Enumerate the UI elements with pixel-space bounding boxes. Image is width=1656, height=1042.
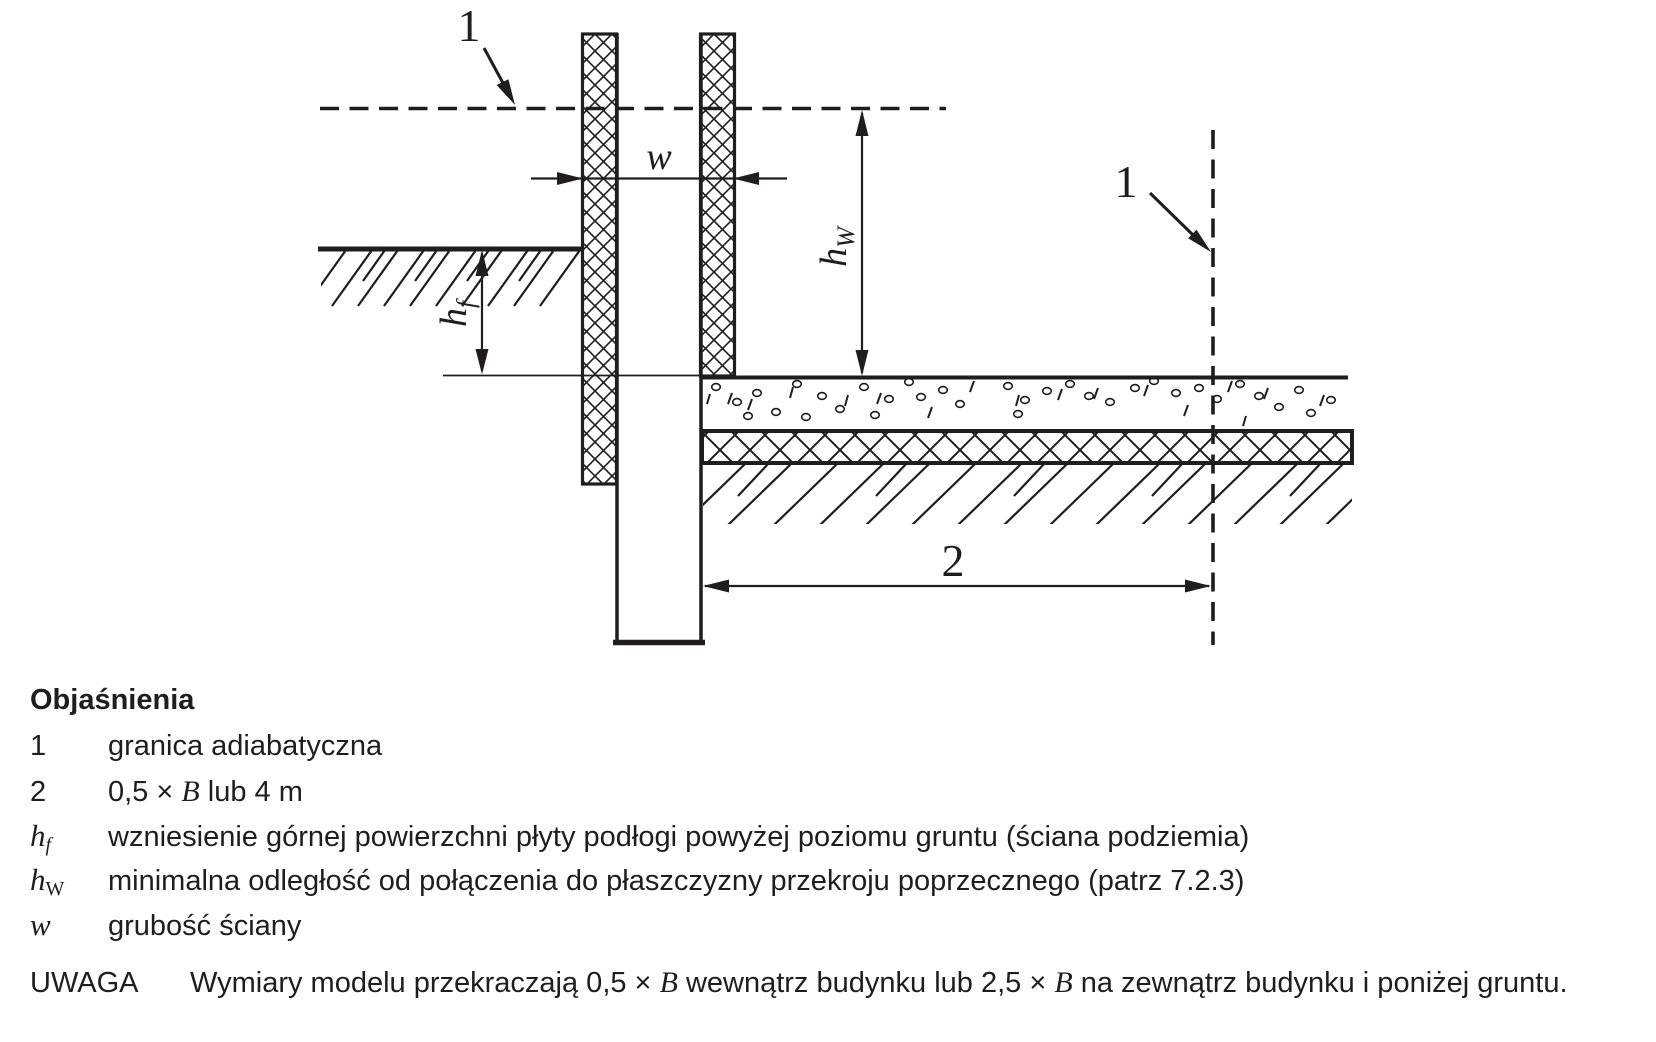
variable-B: B	[181, 775, 200, 808]
dim-hw-label: $h_W$	[813, 227, 860, 267]
legend-title: Objaśnienia	[30, 684, 195, 716]
legend-term: 1	[30, 730, 47, 762]
legend-item-hw	[30, 863, 1244, 906]
dim-w-label: w	[646, 136, 672, 178]
legend-text: grubość ściany	[108, 910, 302, 942]
wall-outer-layer	[583, 34, 617, 484]
dimension-hf	[433, 250, 489, 375]
note-line	[30, 966, 1568, 1000]
legend-text: granica adiabatyczna	[108, 730, 383, 762]
callout-1-right	[1115, 156, 1212, 252]
ground-hatch-below-floor	[681, 464, 1389, 526]
note-label: UWAGA	[30, 967, 139, 999]
dimension-w	[531, 136, 787, 185]
arrowhead-icon	[856, 350, 869, 376]
arrowhead-icon	[856, 110, 869, 136]
arrowhead-icon	[1185, 580, 1211, 593]
arrowhead-icon	[733, 172, 759, 185]
legend-item-2	[30, 775, 303, 809]
callout-1-top	[458, 0, 516, 105]
legend-item-hf	[30, 819, 1249, 862]
arrowhead-icon	[476, 349, 489, 375]
legend-term: hW	[30, 862, 65, 900]
wall-inner-layer	[701, 34, 735, 376]
legend-term: 2	[30, 776, 47, 808]
dim-2-label: 2	[941, 535, 965, 586]
callout-1-top-label: 1	[457, 0, 481, 51]
legend-text: 0,5 × B lub 4 m	[108, 775, 303, 808]
legend-text: minimalna odległość od połączenia do płaszczyzny przekroju poprzecznego (patrz 7.2.3)	[108, 865, 1245, 897]
variable-B: B	[1054, 966, 1073, 999]
legend-term: hf	[30, 818, 52, 856]
callout-1-right-label: 1	[1114, 156, 1138, 207]
floor-insulation-layer	[702, 431, 1352, 463]
note-text: Wymiary modelu przekraczają 0,5 × B wewnątrz budynku lub 2,5 × B na zewnątrz budynku i poniżej gruntu.	[190, 966, 1568, 999]
arrowhead-icon	[703, 580, 729, 593]
dim-hf-label: $h_f$	[433, 301, 480, 327]
legend-item-w	[30, 908, 301, 943]
arrowhead-icon	[497, 79, 515, 105]
legend-term: w	[30, 907, 51, 942]
legend-item-1	[30, 729, 382, 763]
ground-hatch-exterior	[306, 250, 580, 306]
dimension-hw	[813, 110, 869, 376]
arrowhead-icon	[557, 172, 583, 185]
floor-slab-concrete-dots	[707, 378, 1335, 426]
variable-B: B	[659, 966, 678, 999]
dimension-2	[703, 535, 1211, 593]
legend-text: wzniesienie górnej powierzchni płyty podłogi powyżej poziomu gruntu (ściana podziemia)	[108, 821, 1250, 853]
